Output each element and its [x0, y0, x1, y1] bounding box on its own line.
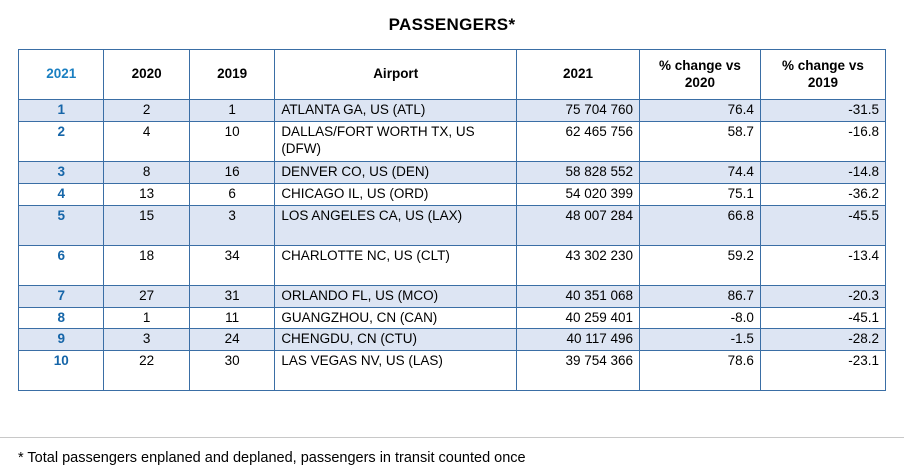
cell-rank-2020: 3	[104, 329, 189, 351]
cell-change-vs-2019: -45.5	[760, 205, 885, 245]
column-header-change-vs-2020: % change vs 2020	[640, 50, 761, 100]
cell-change-vs-2020: 58.7	[640, 121, 761, 161]
cell-rank-2020: 4	[104, 121, 189, 161]
cell-change-vs-2020: 66.8	[640, 205, 761, 245]
cell-airport: ATLANTA GA, US (ATL)	[275, 100, 517, 122]
cell-rank-2019: 31	[189, 285, 274, 307]
table-row	[19, 205, 886, 245]
cell-change-vs-2019: -20.3	[760, 285, 885, 307]
cell-passengers-2021: 54 020 399	[517, 183, 640, 205]
table-row	[19, 245, 886, 285]
cell-airport: DALLAS/FORT WORTH TX, US (DFW)	[275, 121, 517, 161]
table-row	[19, 183, 886, 205]
cell-rank-2021: 10	[19, 351, 104, 391]
column-header-rank-2020: 2020	[104, 50, 189, 100]
cell-change-vs-2019: -13.4	[760, 245, 885, 285]
cell-passengers-2021: 58 828 552	[517, 161, 640, 183]
cell-change-vs-2020: 59.2	[640, 245, 761, 285]
table-row	[19, 329, 886, 351]
cell-rank-2020: 1	[104, 307, 189, 329]
cell-passengers-2021: 48 007 284	[517, 205, 640, 245]
cell-rank-2021: 1	[19, 100, 104, 122]
cell-rank-2021: 2	[19, 121, 104, 161]
cell-passengers-2021: 75 704 760	[517, 100, 640, 122]
cell-airport: GUANGZHOU, CN (CAN)	[275, 307, 517, 329]
cell-rank-2020: 8	[104, 161, 189, 183]
table-row	[19, 285, 886, 307]
table-row	[19, 100, 886, 122]
table-header	[19, 50, 886, 100]
cell-passengers-2021: 40 117 496	[517, 329, 640, 351]
cell-rank-2019: 30	[189, 351, 274, 391]
cell-rank-2020: 15	[104, 205, 189, 245]
cell-rank-2020: 2	[104, 100, 189, 122]
cell-change-vs-2019: -16.8	[760, 121, 885, 161]
cell-change-vs-2020: 74.4	[640, 161, 761, 183]
cell-passengers-2021: 62 465 756	[517, 121, 640, 161]
cell-rank-2021: 7	[19, 285, 104, 307]
cell-airport: LAS VEGAS NV, US (LAS)	[275, 351, 517, 391]
cell-change-vs-2019: -31.5	[760, 100, 885, 122]
table-row	[19, 307, 886, 329]
cell-rank-2019: 24	[189, 329, 274, 351]
column-header-rank-2019: 2019	[189, 50, 274, 100]
cell-rank-2021: 5	[19, 205, 104, 245]
cell-rank-2019: 11	[189, 307, 274, 329]
cell-change-vs-2020: -8.0	[640, 307, 761, 329]
table-container	[0, 49, 904, 391]
cell-change-vs-2019: -23.1	[760, 351, 885, 391]
column-header-rank-2021: 2021	[19, 50, 104, 100]
cell-passengers-2021: 40 259 401	[517, 307, 640, 329]
column-header-passengers-2021: 2021	[517, 50, 640, 100]
cell-rank-2020: 13	[104, 183, 189, 205]
cell-rank-2019: 16	[189, 161, 274, 183]
column-header-airport: Airport	[275, 50, 517, 100]
table-header-row	[19, 50, 886, 100]
cell-airport: ORLANDO FL, US (MCO)	[275, 285, 517, 307]
cell-change-vs-2019: -45.1	[760, 307, 885, 329]
cell-change-vs-2019: -28.2	[760, 329, 885, 351]
cell-change-vs-2020: 78.6	[640, 351, 761, 391]
cell-rank-2021: 6	[19, 245, 104, 285]
cell-airport: CHICAGO IL, US (ORD)	[275, 183, 517, 205]
cell-passengers-2021: 43 302 230	[517, 245, 640, 285]
passengers-table	[18, 49, 886, 391]
column-header-change-vs-2019: % change vs 2019	[760, 50, 885, 100]
cell-airport: CHENGDU, CN (CTU)	[275, 329, 517, 351]
table-row	[19, 351, 886, 391]
table-row	[19, 161, 886, 183]
table-row	[19, 121, 886, 161]
cell-airport: CHARLOTTE NC, US (CLT)	[275, 245, 517, 285]
cell-change-vs-2019: -14.8	[760, 161, 885, 183]
cell-change-vs-2020: 76.4	[640, 100, 761, 122]
cell-passengers-2021: 39 754 366	[517, 351, 640, 391]
cell-change-vs-2019: -36.2	[760, 183, 885, 205]
cell-rank-2021: 3	[19, 161, 104, 183]
cell-rank-2019: 10	[189, 121, 274, 161]
cell-rank-2020: 18	[104, 245, 189, 285]
cell-change-vs-2020: -1.5	[640, 329, 761, 351]
cell-rank-2020: 27	[104, 285, 189, 307]
footnote: * Total passengers enplaned and deplaned, passengers in transit counted once	[18, 450, 526, 466]
cell-change-vs-2020: 86.7	[640, 285, 761, 307]
page-title: PASSENGERS*	[388, 15, 516, 34]
footnote-divider	[0, 437, 904, 438]
cell-rank-2021: 9	[19, 329, 104, 351]
cell-rank-2021: 4	[19, 183, 104, 205]
cell-change-vs-2020: 75.1	[640, 183, 761, 205]
cell-airport: LOS ANGELES CA, US (LAX)	[275, 205, 517, 245]
cell-airport: DENVER CO, US (DEN)	[275, 161, 517, 183]
table-body	[19, 100, 886, 391]
cell-rank-2021: 8	[19, 307, 104, 329]
cell-rank-2019: 6	[189, 183, 274, 205]
cell-passengers-2021: 40 351 068	[517, 285, 640, 307]
cell-rank-2019: 34	[189, 245, 274, 285]
cell-rank-2020: 22	[104, 351, 189, 391]
cell-rank-2019: 1	[189, 100, 274, 122]
cell-rank-2019: 3	[189, 205, 274, 245]
